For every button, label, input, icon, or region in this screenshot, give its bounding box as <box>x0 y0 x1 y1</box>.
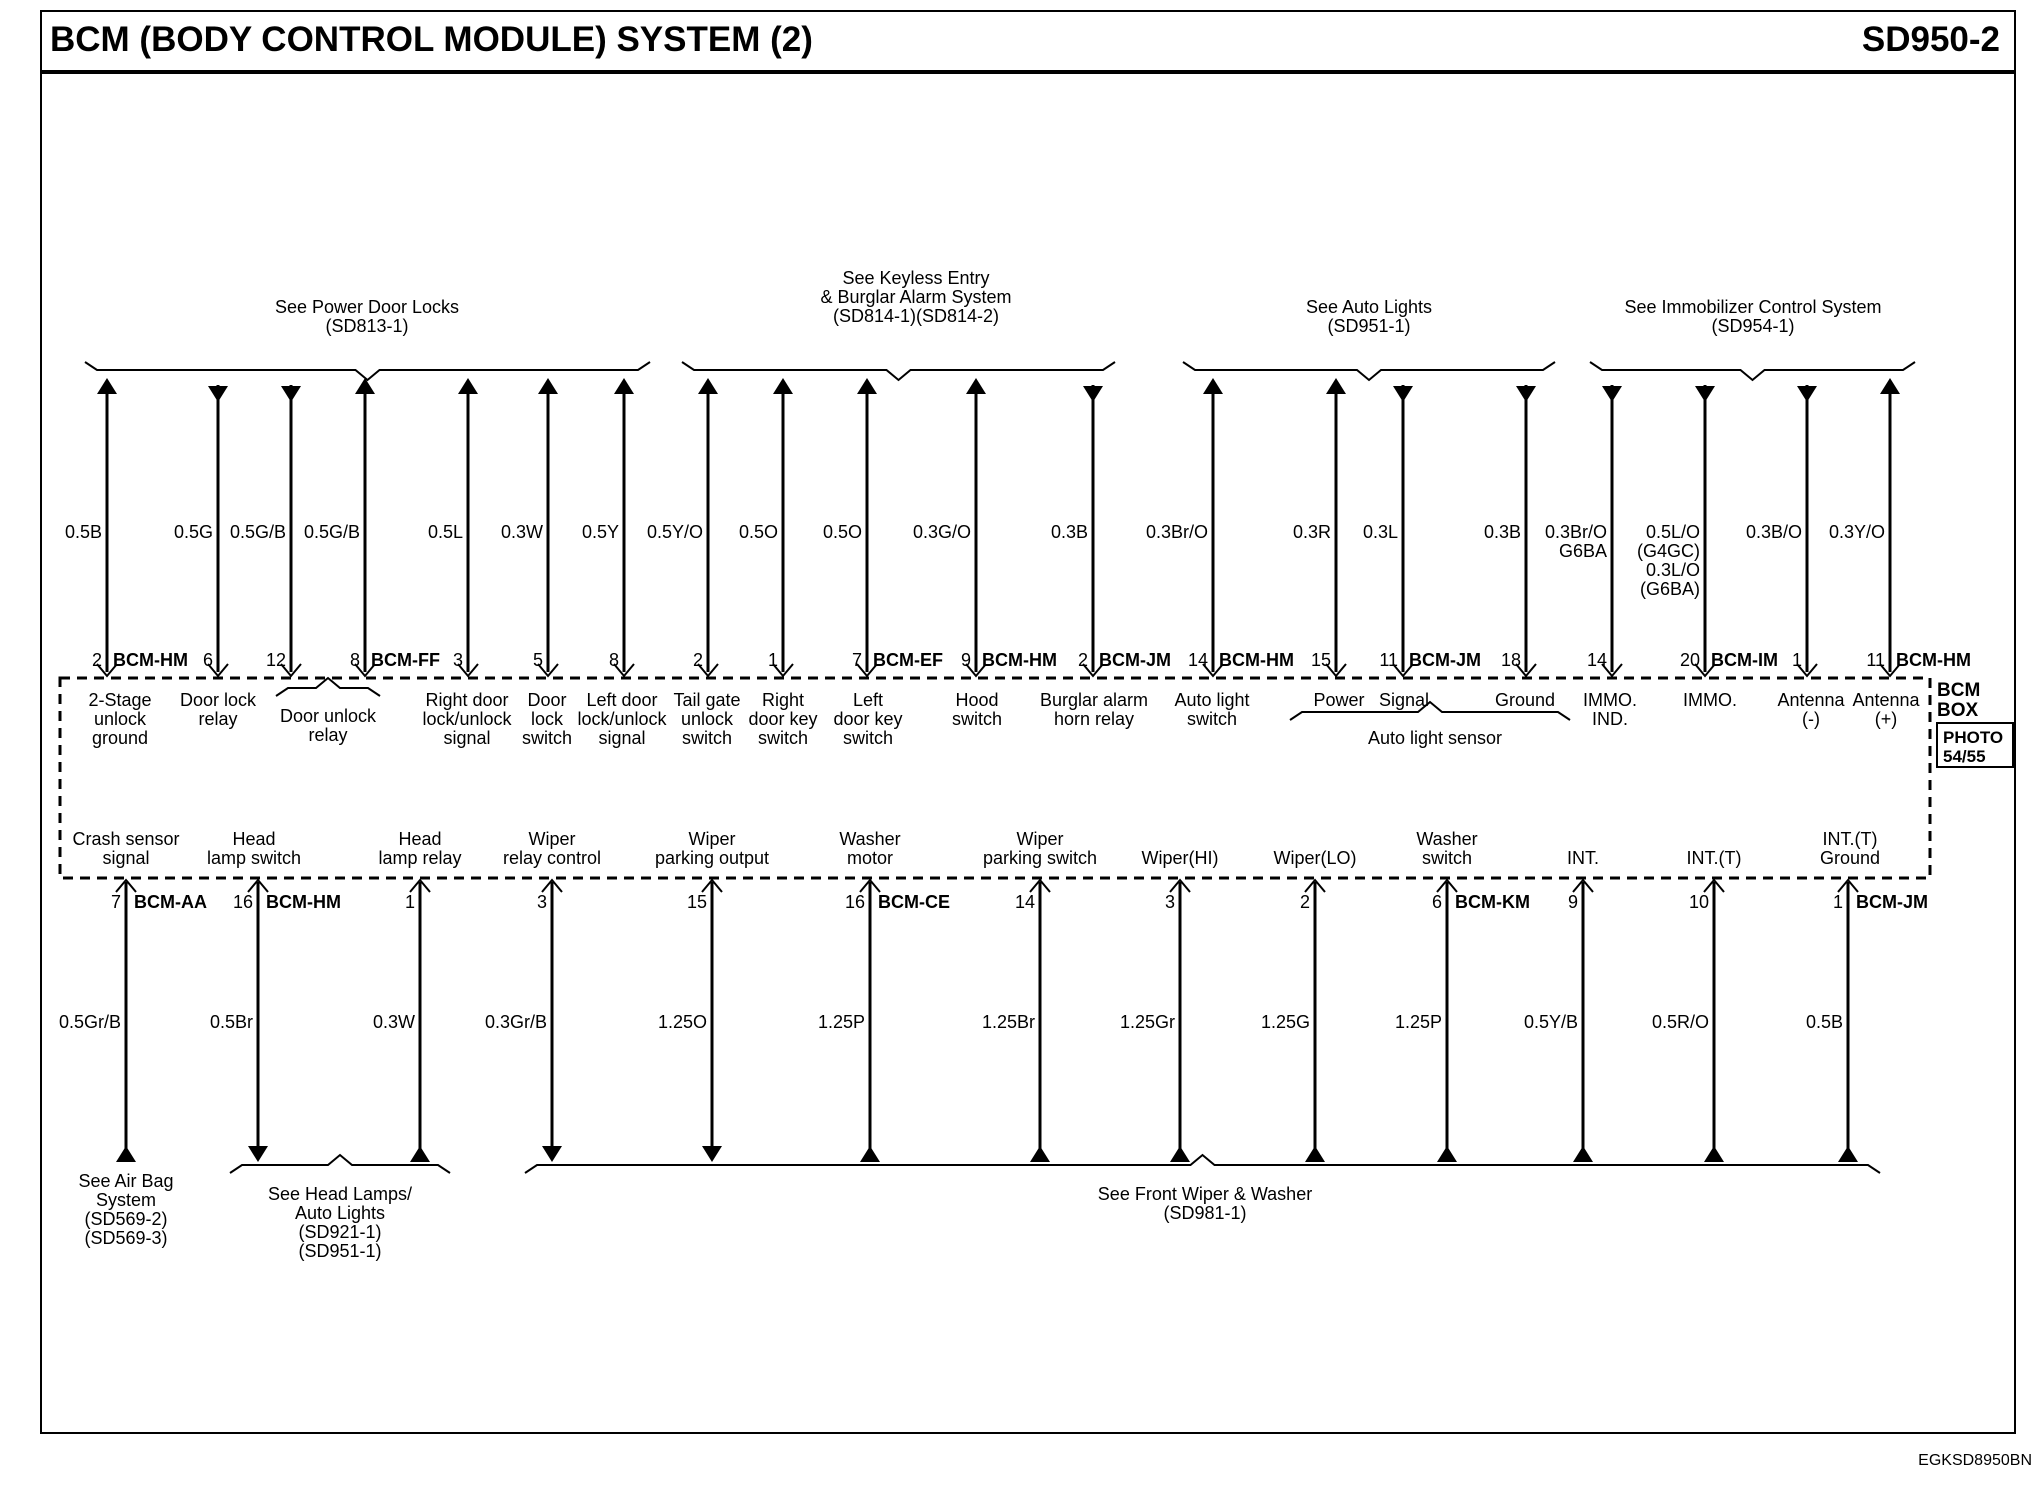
bottom-connector-name: BCM-AA <box>134 892 207 912</box>
top-ref-brace <box>1590 362 1915 380</box>
top-wire-arrow-down <box>1695 386 1715 402</box>
top-connector-name: BCM-FF <box>371 650 440 670</box>
bottom-pin-number: 15 <box>686 892 707 912</box>
top-pin-label: Ground <box>1494 690 1556 710</box>
bottom-wire-spec: 0.5Br <box>209 1012 253 1032</box>
bottom-connector-name: BCM-CE <box>878 892 950 912</box>
top-ref-label: See Power Door Locks (SD813-1) <box>274 297 460 336</box>
top-wire-spec: 0.3Y/O <box>1828 522 1885 542</box>
footer-code: EGKSD8950BN <box>1918 1452 2032 1469</box>
top-pin-label: Hood switch <box>951 690 1003 729</box>
top-pin-number: 9 <box>960 650 971 670</box>
bottom-wire-arrow-up <box>410 1146 430 1162</box>
page-code: SD950-2 <box>1861 20 2000 59</box>
bottom-wire-arrow-up <box>1305 1146 1325 1162</box>
bottom-wire-arrow-down <box>542 1146 562 1162</box>
top-pin-number: 18 <box>1500 650 1521 670</box>
top-wire-spec: 0.3W <box>500 522 543 542</box>
top-wire-arrow-up <box>538 378 558 394</box>
top-wire-spec: 0.5G/B <box>229 522 286 542</box>
bottom-wire-arrow-up <box>1030 1146 1050 1162</box>
top-wire-arrow-up <box>1203 378 1223 394</box>
bottom-pin-label: Wiper relay control <box>502 829 602 868</box>
bottom-connector-name: BCM-KM <box>1455 892 1530 912</box>
top-pin-label: 2-Stage unlock ground <box>88 690 152 748</box>
top-pin-number: 7 <box>851 650 862 670</box>
bottom-wire-spec: 1.25P <box>817 1012 865 1032</box>
bottom-ref-label: See Head Lamps/ Auto Lights (SD921-1) (SD951-1) <box>267 1184 413 1261</box>
top-wire-spec: 0.5Y <box>581 522 619 542</box>
bottom-ref-label: See Air Bag System (SD569-2) (SD569-3) <box>78 1171 174 1248</box>
bottom-wire-spec: 0.5B <box>1805 1012 1843 1032</box>
bottom-connector-name: BCM-JM <box>1856 892 1928 912</box>
bottom-pin-number: 6 <box>1431 892 1442 912</box>
top-pin-number: 2 <box>91 650 102 670</box>
top-pin-number: 15 <box>1310 650 1331 670</box>
top-pin-number: 2 <box>692 650 703 670</box>
top-pin-number: 1 <box>1791 650 1802 670</box>
top-wire-spec: 0.3Br/O <box>1145 522 1208 542</box>
bottom-wire-spec: 1.25Gr <box>1119 1012 1175 1032</box>
top-pin-label: Right door key switch <box>748 690 818 748</box>
top-wire-arrow-up <box>1880 378 1900 394</box>
bottom-pin-label: INT.(T) Ground <box>1819 829 1881 868</box>
bottom-pin-label: Crash sensor signal <box>72 829 180 868</box>
top-wire-arrow-up <box>458 378 478 394</box>
bottom-wire-arrow-up <box>1704 1146 1724 1162</box>
top-connector-name: BCM-HM <box>1896 650 1971 670</box>
bottom-wire-spec: 0.5Gr/B <box>58 1012 121 1032</box>
top-pin-number: 12 <box>265 650 286 670</box>
photo-label-line2: 54/55 <box>1943 747 1986 766</box>
top-pin-label: Antenna (+) <box>1852 690 1920 729</box>
bottom-pin-number: 1 <box>404 892 415 912</box>
bottom-pin-number: 1 <box>1832 892 1843 912</box>
top-ref-brace <box>85 362 650 380</box>
bottom-wire-spec: 0.5R/O <box>1651 1012 1709 1032</box>
top-wire-spec: 0.5Y/O <box>646 522 703 542</box>
top-pin-label: Door lock relay <box>179 690 257 729</box>
bottom-wire-spec: 0.3W <box>372 1012 415 1032</box>
door-unlock-relay-label: Door unlock relay <box>279 706 377 745</box>
bottom-ref-label: See Front Wiper & Washer (SD981-1) <box>1097 1184 1313 1223</box>
front-wiper-ref-brace <box>525 1155 1880 1173</box>
top-connector-name: BCM-IM <box>1711 650 1778 670</box>
bottom-wire-arrow-up <box>1170 1146 1190 1162</box>
top-connector-name: BCM-EF <box>873 650 943 670</box>
bottom-pin-number: 16 <box>232 892 253 912</box>
top-ref-label: See Keyless Entry & Burglar Alarm System (SD814-1)(SD814-2) <box>820 268 1012 326</box>
bottom-pin-number: 16 <box>844 892 865 912</box>
bottom-wire-spec: 1.25Br <box>981 1012 1035 1032</box>
bcm-box-name-line2: BOX <box>1937 700 1979 721</box>
bottom-pin-number: 9 <box>1567 892 1578 912</box>
top-connector-name: BCM-JM <box>1409 650 1481 670</box>
top-wire-spec: 0.3R <box>1292 522 1331 542</box>
top-connector-name: BCM-HM <box>113 650 188 670</box>
bottom-wire-arrow-up <box>860 1146 880 1162</box>
bottom-pin-label: Washer switch <box>1416 829 1478 868</box>
bottom-pin-number: 3 <box>1164 892 1175 912</box>
top-pin-number: 5 <box>532 650 543 670</box>
page-title: BCM (BODY CONTROL MODULE) SYSTEM (2) <box>50 20 813 59</box>
top-pin-number: 20 <box>1679 650 1700 670</box>
top-connector-name: BCM-JM <box>1099 650 1171 670</box>
top-wire-arrow-up <box>355 378 375 394</box>
top-wire-spec: 0.5L/O (G4GC) 0.3L/O (G6BA) <box>1637 522 1700 599</box>
bottom-wire-arrow-up <box>116 1146 136 1162</box>
auto-light-sensor-label: Auto light sensor <box>1367 728 1503 748</box>
top-pin-number: 11 <box>1866 650 1885 670</box>
bottom-pin-number: 10 <box>1688 892 1709 912</box>
photo-label-line1: PHOTO <box>1943 728 2004 747</box>
top-wire-arrow-down <box>208 386 228 402</box>
bottom-wire-arrow-up <box>1437 1146 1457 1162</box>
top-wire-arrow-down <box>1516 386 1536 402</box>
top-pin-label: IMMO. <box>1683 690 1737 710</box>
top-wire-spec: 0.3B/O <box>1745 522 1802 542</box>
top-pin-label: Left door key switch <box>833 690 903 748</box>
top-pin-number: 6 <box>202 650 213 670</box>
bottom-pin-number: 7 <box>110 892 121 912</box>
top-pin-label: Power <box>1313 690 1365 710</box>
top-wire-spec: 0.5G/B <box>303 522 360 542</box>
top-wire-spec: 0.3B <box>1483 522 1521 542</box>
top-ref-brace <box>682 362 1115 380</box>
top-pin-label: Left door lock/unlock signal <box>577 690 667 748</box>
top-wire-spec: 0.5L <box>427 522 463 542</box>
door-unlock-brace <box>276 678 380 696</box>
top-pin-number: 1 <box>767 650 778 670</box>
bottom-wire-spec: 0.3Gr/B <box>484 1012 547 1032</box>
top-wire-arrow-up <box>97 378 117 394</box>
top-pin-label: Auto light switch <box>1174 690 1250 729</box>
top-wire-spec: 0.3Br/O G6BA <box>1544 522 1607 561</box>
bottom-pin-label: Wiper(HI) <box>1141 848 1219 868</box>
bottom-connector-name: BCM-HM <box>266 892 341 912</box>
bcm-box-name-line1: BCM <box>1937 680 1981 701</box>
top-connector-name: BCM-HM <box>982 650 1057 670</box>
top-pin-number: 14 <box>1586 650 1607 670</box>
top-wire-spec: 0.3G/O <box>912 522 971 542</box>
top-pin-label: Tail gate unlock switch <box>673 690 741 748</box>
bottom-wire-arrow-down <box>702 1146 722 1162</box>
top-pin-label: Signal <box>1378 690 1430 710</box>
top-ref-brace <box>1183 362 1555 380</box>
top-wire-arrow-down <box>1797 386 1817 402</box>
bottom-pin-number: 2 <box>1299 892 1310 912</box>
top-wire-spec: 0.5O <box>738 522 778 542</box>
top-wire-arrow-up <box>773 378 793 394</box>
top-ref-label: See Immobilizer Control System (SD954-1) <box>1624 297 1882 336</box>
top-wire-arrow-down <box>1602 386 1622 402</box>
top-wire-arrow-up <box>966 378 986 394</box>
top-pin-label: Burglar alarm horn relay <box>1039 690 1149 729</box>
top-pin-label: Antenna (-) <box>1777 690 1845 729</box>
top-pin-number: 3 <box>452 650 463 670</box>
top-pin-number: 2 <box>1077 650 1088 670</box>
top-connector-name: BCM-HM <box>1219 650 1294 670</box>
bottom-wire-spec: 1.25P <box>1394 1012 1442 1032</box>
bottom-pin-label: Wiper parking switch <box>982 829 1098 868</box>
top-wire-arrow-up <box>857 378 877 394</box>
top-wire-arrow-up <box>698 378 718 394</box>
bottom-pin-label: Head lamp relay <box>378 829 462 868</box>
top-wire-arrow-up <box>614 378 634 394</box>
top-wire-spec: 0.3L <box>1362 522 1398 542</box>
top-pin-number: 11 <box>1379 650 1398 670</box>
bottom-pin-label: Wiper parking output <box>654 829 770 868</box>
bottom-pin-number: 3 <box>536 892 547 912</box>
top-pin-number: 14 <box>1187 650 1208 670</box>
bottom-wire-spec: 0.5Y/B <box>1523 1012 1578 1032</box>
bottom-pin-label: Wiper(LO) <box>1273 848 1357 868</box>
top-pin-number: 8 <box>608 650 619 670</box>
top-wire-spec: 0.5B <box>64 522 102 542</box>
top-wire-arrow-down <box>281 386 301 402</box>
top-wire-arrow-down <box>1083 386 1103 402</box>
top-pin-label: Door lock switch <box>521 690 573 748</box>
top-wire-arrow-up <box>1326 378 1346 394</box>
top-pin-label: IMMO. IND. <box>1583 690 1637 729</box>
bottom-pin-label: INT.(T) <box>1686 848 1742 868</box>
top-pin-number: 8 <box>349 650 360 670</box>
bottom-wire-arrow-up <box>1573 1146 1593 1162</box>
bottom-wire-spec: 1.25G <box>1260 1012 1310 1032</box>
top-pin-label: Right door lock/unlock signal <box>422 690 512 748</box>
top-ref-label: See Auto Lights (SD951-1) <box>1305 297 1433 336</box>
bottom-wire-spec: 1.25O <box>657 1012 707 1032</box>
top-wire-spec: 0.5O <box>822 522 862 542</box>
bottom-wire-arrow-up <box>1838 1146 1858 1162</box>
top-wire-arrow-down <box>1393 386 1413 402</box>
top-wire-spec: 0.3B <box>1050 522 1088 542</box>
bottom-pin-label: Washer motor <box>839 829 901 868</box>
bottom-pin-label: Head lamp switch <box>206 829 302 868</box>
top-wire-spec: 0.5G <box>173 522 213 542</box>
bottom-wire-arrow-down <box>248 1146 268 1162</box>
bottom-pin-number: 14 <box>1014 892 1035 912</box>
bottom-pin-label: INT. <box>1566 848 1600 868</box>
